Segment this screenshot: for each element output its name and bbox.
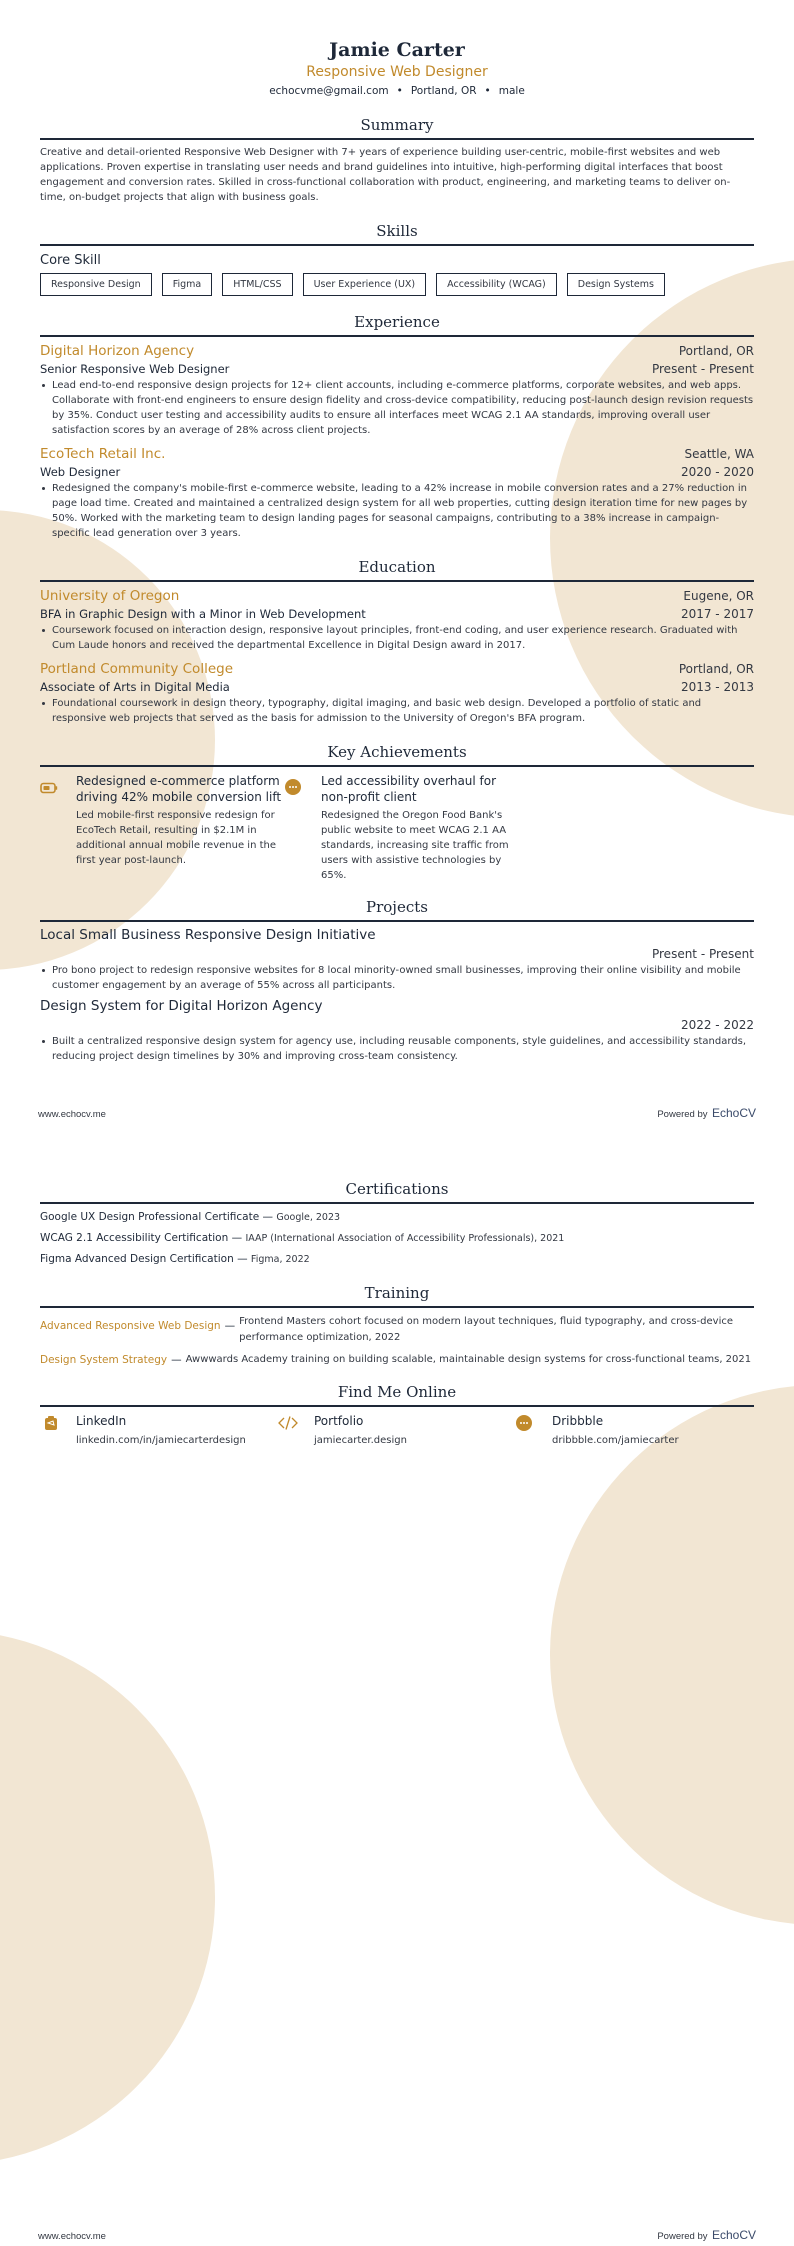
training-description: Awwwards Academy training on building scalable, maintainable design systems for cross-functional teams, 2021	[185, 1354, 752, 1365]
training-description: Frontend Masters cohort focused on modern layout techniques, fluid typography, and cross-device performance optimization, 2022	[239, 1316, 734, 1343]
section-title-experience: Experience	[354, 313, 440, 331]
achievement-description: Led mobile-first responsive redesign for EcoTech Retail, resulting in $2.1M in additional annual mobile revenue in the first year post-launch.	[76, 810, 276, 866]
project-entry	[40, 997, 754, 1064]
online-section	[40, 1382, 754, 1449]
candidate-name: Jamie Carter	[329, 39, 465, 61]
brand-logo[interactable]: EchoCV	[711, 2228, 756, 2242]
online-url[interactable]: linkedin.com/in/jamiecarterdesign	[76, 1435, 246, 1446]
education-dates: 2013 - 2013	[680, 680, 754, 694]
job-bullet: Lead end-to-end responsive design projects for 12+ client accounts, including e-commerce platforms, corporate websites, and web apps. Collaborate with front-end engineers to ensure design fidelity and cross-device compatibility, reducing post-launch design revision requests by 35%. Conduct user testing and accessibility audits to ensure all interfaces meet WCAG 2.1 AA standards, improving overall user satisfaction scores by an average of 28% across client projects.	[40, 378, 754, 438]
resume-page-2	[0, 1123, 794, 2246]
section-title-summary: Summary	[360, 116, 434, 134]
online-label: Portfolio	[314, 1414, 364, 1428]
section-title-projects: Projects	[366, 898, 428, 916]
online-url[interactable]: dribbble.com/jamiecarter	[552, 1435, 679, 1446]
code-icon	[278, 1413, 314, 1449]
certifications-section	[40, 1179, 754, 1267]
certification-name: Figma Advanced Design Certification	[40, 1253, 234, 1265]
education-entry	[40, 660, 754, 726]
education-bullet: Coursework focused on interaction design, responsive layout principles, front-end coding, and user experience research. Graduated with Cum Laude honors and received the departmental Excellence in Digital Design award in 2017.	[40, 623, 754, 653]
section-title-training: Training	[364, 1284, 430, 1302]
dribbble-icon	[516, 1413, 552, 1449]
online-item-dribbble[interactable]	[516, 1413, 754, 1449]
section-divider	[40, 335, 754, 337]
school-location: Portland, OR	[678, 662, 754, 676]
section-divider	[40, 1306, 754, 1308]
contact-email[interactable]: echocvme@gmail.com	[269, 85, 389, 97]
more-circle-icon	[285, 773, 321, 883]
project-bullet: Built a centralized responsive design system for agency use, including reusable components, style guidelines, and accessibility standards, reducing project design timelines by 30% and improving cross-team consistency.	[40, 1034, 754, 1064]
certification-name: Google UX Design Professional Certificate	[40, 1211, 260, 1223]
page-footer	[38, 2226, 756, 2244]
achievement-item	[40, 773, 283, 883]
achievement-item	[285, 773, 528, 883]
experience-entry	[40, 342, 754, 438]
education-bullet: Foundational coursework in design theory, typography, digital imaging, and basic web design. Developed a portfolio of static and responsive web projects that served as the basis for admission to the University of Oregon's BFA program.	[40, 696, 754, 726]
skill-tag: HTML/CSS	[222, 273, 292, 296]
education-section	[40, 557, 754, 726]
job-bullet: Redesigned the company's mobile-first e-commerce website, leading to a 42% increase in mobile conversion rates and a 27% reduction in page load time. Created and maintained a centralized design system for all web properties, cutting design iteration time for new pages by 50%. Worked with the marketing team to design landing pages for seasonal campaigns, contributing to a 38% increase in campaign-specific lead generation over 3 years.	[40, 481, 754, 541]
certification-item: Google UX Design Professional Certificate — Google, 2023	[40, 1211, 341, 1223]
section-divider	[40, 580, 754, 582]
online-item-linkedin[interactable]	[40, 1413, 278, 1449]
projects-section	[40, 897, 754, 1064]
section-title-skills: Skills	[376, 222, 418, 240]
degree: BFA in Graphic Design with a Minor in Web Development	[40, 607, 366, 621]
section-divider	[40, 138, 754, 140]
school-name: University of Oregon	[40, 588, 180, 604]
online-item-portfolio[interactable]	[278, 1413, 516, 1449]
job-dates: Present - Present	[651, 362, 754, 376]
powered-by: Powered by EchoCV	[657, 2228, 756, 2242]
certification-item: Figma Advanced Design Certification — Figma, 2022	[40, 1253, 310, 1265]
brand-logo[interactable]: EchoCV	[711, 1106, 756, 1120]
separator-dot: •	[396, 85, 403, 97]
skill-group-label: Core Skill	[40, 253, 101, 268]
certification-item: WCAG 2.1 Accessibility Certification — IAAP (International Association of Accessibility Professionals), 2021	[40, 1232, 565, 1244]
job-title: Senior Responsive Web Designer	[40, 362, 230, 376]
skills-section	[40, 221, 754, 296]
school-location: Eugene, OR	[683, 589, 754, 603]
contact-gender: male	[498, 85, 525, 97]
project-dates: 2022 - 2022	[680, 1018, 754, 1032]
company-location: Seattle, WA	[684, 447, 754, 461]
separator-dash: —	[224, 1320, 236, 1332]
footer-url[interactable]: www.echocv.me	[38, 2231, 106, 2242]
training-section	[40, 1283, 754, 1368]
linkedin-icon	[40, 1413, 76, 1449]
section-title-certifications: Certifications	[345, 1180, 449, 1198]
job-title: Web Designer	[40, 465, 121, 479]
section-title-achievements: Key Achievements	[327, 743, 467, 761]
online-label: Dribbble	[552, 1414, 604, 1428]
project-name: Local Small Business Responsive Design Initiative	[40, 927, 376, 943]
project-bullet: Pro bono project to redesign responsive websites for 8 local minority-owned small businesses, improving their online visibility and mobile customer engagement by an average of 55% across all participants.	[40, 963, 754, 993]
section-divider	[40, 1405, 754, 1407]
contact-location: Portland, OR	[410, 85, 477, 97]
skill-tag: User Experience (UX)	[303, 273, 427, 296]
company-name: EcoTech Retail Inc.	[40, 446, 166, 462]
achievements-section	[40, 742, 754, 883]
company-location: Portland, OR	[678, 344, 754, 358]
school-name: Portland Community College	[40, 661, 233, 677]
project-entry	[40, 926, 754, 993]
online-label: LinkedIn	[76, 1414, 127, 1428]
training-name: Advanced Responsive Web Design	[40, 1320, 221, 1332]
skill-tag: Figma	[162, 273, 213, 296]
certification-meta: Figma, 2022	[250, 1254, 310, 1265]
achievement-title: Redesigned e-commerce platform driving 42% mobile conversion lift	[76, 774, 282, 804]
section-title-online: Find Me Online	[337, 1383, 457, 1401]
project-name: Design System for Digital Horizon Agency	[40, 998, 323, 1014]
company-name: Digital Horizon Agency	[40, 343, 195, 359]
achievement-title: Led accessibility overhaul for non-profit client	[321, 774, 497, 804]
experience-section	[40, 312, 754, 541]
skill-tag: Responsive Design	[40, 273, 152, 296]
certification-meta: Google, 2023	[276, 1212, 341, 1223]
contact-line	[40, 83, 754, 99]
job-dates: 2020 - 2020	[680, 465, 754, 479]
project-dates: Present - Present	[651, 947, 754, 961]
separator-dash: —	[171, 1354, 182, 1366]
skill-tag: Design Systems	[567, 273, 665, 296]
section-divider	[40, 765, 754, 767]
page-footer	[38, 1104, 756, 1122]
training-item	[40, 1352, 754, 1368]
training-item	[40, 1314, 754, 1346]
summary-section	[40, 115, 754, 205]
online-url[interactable]: jamiecarter.design	[314, 1435, 407, 1446]
certification-meta: IAAP (International Association of Accessibility Professionals), 2021	[245, 1233, 565, 1244]
separator-dot: •	[484, 85, 491, 97]
summary-text: Creative and detail-oriented Responsive Web Designer with 7+ years of experience building user-centric, mobile-first websites and web applications. Proven expertise in translating user needs and brand guidelines into intuitive, high-performing digital interfaces that boost engagement and conversion rates. Skilled in cross-functional collaboration with product, engineering, and marketing teams to deliver on-time, on-budget projects that align with business goals.	[40, 147, 731, 203]
education-entry	[40, 587, 754, 653]
certification-name: WCAG 2.1 Accessibility Certification	[40, 1232, 229, 1244]
footer-url[interactable]: www.echocv.me	[38, 1109, 106, 1120]
section-divider	[40, 244, 754, 246]
skill-tag: Accessibility (WCAG)	[436, 273, 557, 296]
skill-tags	[40, 273, 754, 296]
battery-icon	[40, 773, 76, 883]
achievement-description: Redesigned the Oregon Food Bank's public website to meet WCAG 2.1 AA standards, increasing site traffic from users with assistive technologies by 65%.	[321, 810, 509, 881]
section-title-education: Education	[358, 558, 436, 576]
degree: Associate of Arts in Digital Media	[40, 680, 230, 694]
section-divider	[40, 920, 754, 922]
powered-by: Powered by EchoCV	[657, 1106, 756, 1120]
candidate-role: Responsive Web Designer	[306, 64, 488, 80]
experience-entry	[40, 445, 754, 541]
training-name: Design System Strategy	[40, 1354, 168, 1366]
education-dates: 2017 - 2017	[680, 607, 754, 621]
section-divider	[40, 1202, 754, 1204]
